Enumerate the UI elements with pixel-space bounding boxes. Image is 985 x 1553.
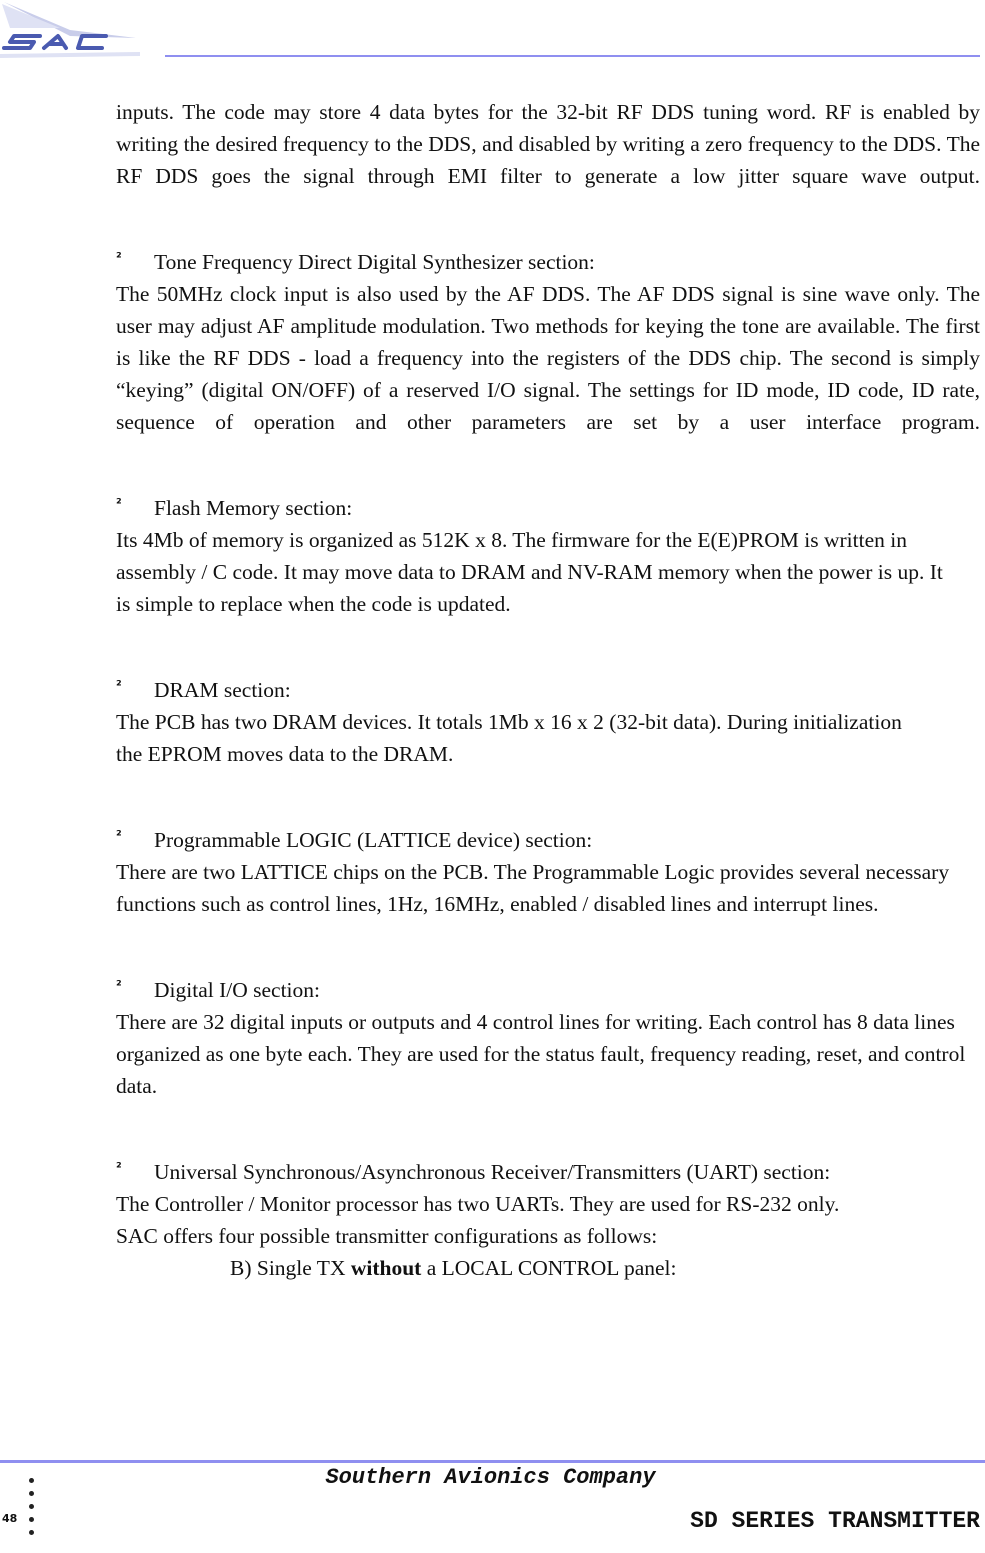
bullet-icon: ² [116,497,122,512]
footer-company-text: Southern Avionics Company [325,1465,656,1490]
section-body: The PCB has two DRAM devices. It totals 1Mb x 16 x 2 (32-bit data). During initialization the EPROM moves data to the DRAM. [116,710,902,766]
section-body: There are two LATTICE chips on the PCB. The Programmable Logic provides several necessary functions such as control lines, 1Hz, 16MHz, enabled / disabled lines and interrupt lines. [116,860,950,916]
section-heading [116,492,980,524]
section-uart [116,1156,980,1284]
section-heading [116,824,980,856]
dot [29,1517,34,1522]
footer-document-title: SD SERIES TRANSMITTER [690,1508,980,1534]
document-body [116,96,980,1284]
section-body: Its 4Mb of memory is organized as 512K x 8. The firmware for the E(E)PROM is written in assembly / C code. It may move data to DRAM and NV-RAM memory when the power is up. It is simple to replace when the code is updated. [116,528,943,616]
intro-paragraph: inputs. The code may store 4 data bytes for the 32-bit RF DDS tuning word. RF is enabled by writing the desired frequency to the DDS, and disabled by writing a zero frequency to the DDS. The RF DDS goes the signal through EMI filter to generate a low jitter square wave output. [116,100,980,188]
config-list-item [230,1252,980,1284]
section-body: The 50MHz clock input is also used by the AF DDS. The AF DDS signal is sine wave only. The user may adjust AF amplitude modulation. Two methods for keying the tone are available. The first is like the RF DDS - load a frequency into the registers of the DDS chip. The second is simply “keying” (digital ON/OFF) of a reserved I/O signal. The settings for ID mode, ID code, ID rate, sequence of operation and other parameters are set by a user interface program. [116,282,980,434]
section-body: The Controller / Monitor processor has two UARTs. They are used for RS-232 only. [116,1192,840,1216]
section-dram [116,674,980,770]
bullet-icon: ² [116,979,122,994]
margin-dots [29,1478,35,1543]
section-flash-memory [116,492,980,620]
config-item-prefix: B) Single TX [230,1256,351,1280]
bullet-icon: ² [116,1161,122,1176]
section-body: There are 32 digital inputs or outputs and 4 control lines for writing. Each control has 8 data lines organized as one byte each. They are used for the status fault, frequency reading, reset, and control data. [116,1010,966,1098]
footer-rule [0,1460,985,1463]
footer-company-name [0,1465,985,1490]
section-heading [116,246,980,278]
bullet-icon: ² [116,829,122,844]
section-heading-text: Programmable LOGIC (LATTICE device) section: [154,828,593,852]
dot [29,1504,34,1509]
section-heading-text: DRAM section: [154,678,291,702]
config-intro: SAC offers four possible transmitter configurations as follows: [116,1224,658,1248]
bullet-icon: ² [116,679,122,694]
section-heading [116,674,980,706]
bullet-icon: ² [116,251,122,266]
page-number: 48 [2,1512,18,1525]
header-rule [165,55,980,57]
dot [29,1530,34,1535]
section-digital-io [116,974,980,1102]
dot [29,1478,34,1483]
section-heading [116,974,980,1006]
section-heading-text: Tone Frequency Direct Digital Synthesizer section: [154,250,595,274]
config-item-suffix: a LOCAL CONTROL panel: [421,1256,677,1280]
sac-logo [0,0,140,70]
section-programmable-logic [116,824,980,920]
section-tone-dds [116,246,980,438]
config-item-emphasis: without [350,1256,422,1280]
dot [29,1491,34,1496]
section-heading [116,1156,980,1188]
section-heading-text: Universal Synchronous/Asynchronous Receiver/Transmitters (UART) section: [154,1160,831,1184]
section-heading-text: Digital I/O section: [154,978,320,1002]
section-heading-text: Flash Memory section: [154,496,353,520]
